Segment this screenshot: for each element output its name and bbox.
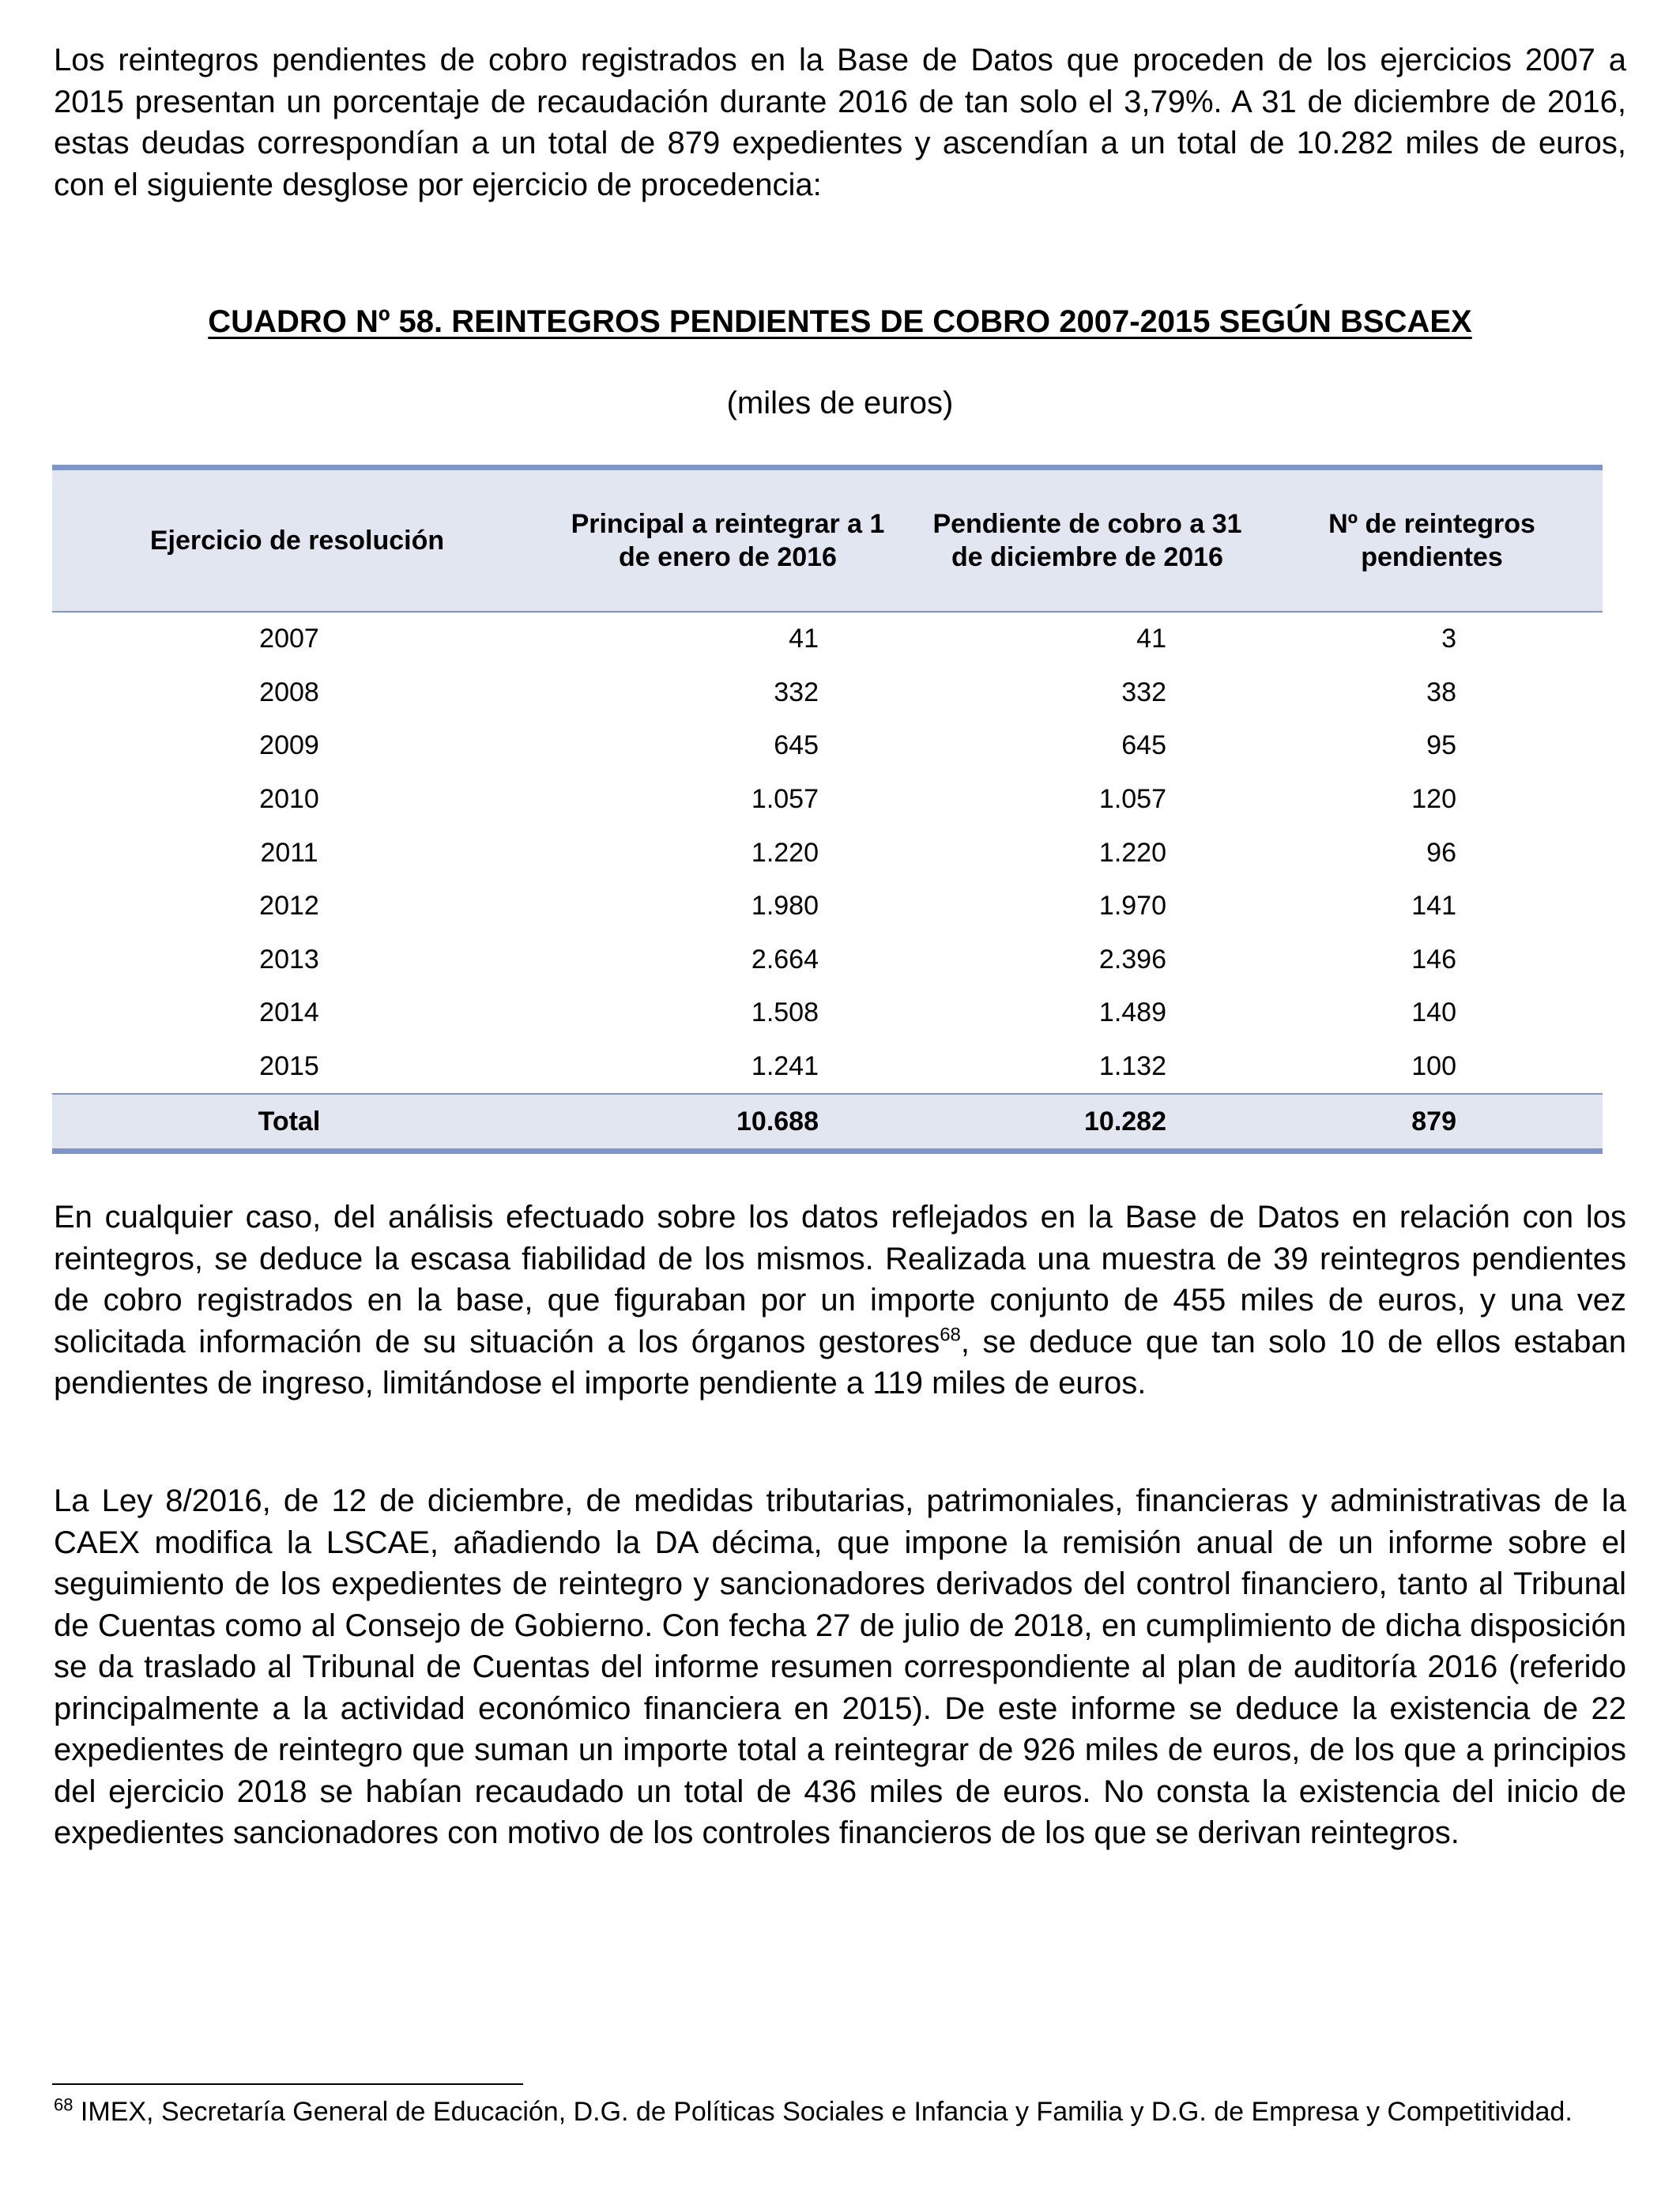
cell-pendiente: 645: [1121, 730, 1166, 761]
header-ejercicio: Ejercicio de resolución: [52, 468, 542, 613]
analysis-text-before: En cualquier caso, del análisis efectuado sobre los datos reflejados en la Base de Datos en relación con los reintegros, se deduce la escasa fiabilidad de los mismos. Realizada una muestra de 39 reintegros pendientes de cobro registrados en la base, que figuraban por un importe conjunto de 455 miles de euros, y una vez solicitada información de su situación a los órganos gestores: [54, 1200, 1626, 1359]
table-row: [52, 612, 1603, 666]
table-row: [52, 826, 1603, 880]
analysis-paragraph: [54, 1197, 1626, 1404]
cell-count: 38: [1426, 677, 1456, 707]
cell-year: 2011: [260, 837, 318, 868]
table-row: [52, 666, 1603, 720]
table-row: [52, 986, 1603, 1040]
cell-count: 95: [1426, 730, 1456, 761]
table-row: [52, 719, 1603, 773]
cell-count: 140: [1411, 997, 1456, 1028]
footnote-reference[interactable]: 68: [940, 1324, 961, 1346]
header-num-reintegros: Nº de reintegros pendientes: [1261, 468, 1603, 613]
cell-count: 141: [1411, 891, 1456, 922]
footnote-divider: [52, 2083, 523, 2085]
table-caption-text: CUADRO Nº 58. REINTEGROS PENDIENTES DE COBRO 2007-2015 SEGÚN BSCAEX: [208, 304, 1472, 339]
cell-count: 100: [1411, 1051, 1456, 1082]
cell-principal: 1.241: [751, 1051, 819, 1082]
table-row: [52, 880, 1603, 933]
cell-pendiente: 332: [1121, 677, 1166, 707]
reintegros-table: [52, 465, 1603, 1154]
table-row: [52, 1040, 1603, 1095]
cell-principal: 645: [774, 730, 819, 761]
cell-pendiente: 1.489: [1098, 997, 1166, 1028]
cell-year: 2009: [259, 730, 319, 761]
cell-year: 2007: [259, 624, 319, 654]
cell-year: 2013: [259, 944, 319, 974]
cell-pendiente: 1.132: [1098, 1051, 1166, 1082]
total-count: 879: [1261, 1094, 1603, 1152]
cell-count: 146: [1411, 944, 1456, 974]
cell-principal: 41: [789, 624, 819, 654]
intro-paragraph: Los reintegros pendientes de cobro registrados en la Base de Datos que proceden de los ejercicios 2007 a 2015 presentan un porcentaje de recaudación durante 2016 de tan solo el 3,79%. A 31 de diciembre de 2016, estas deudas correspondían a un total de 879 expedientes y ascendían a un total de 10.282 miles de euros, con el siguiente desglose por ejercicio de procedencia:: [54, 43, 1626, 202]
cell-principal: 1.220: [751, 837, 819, 868]
cell-count: 3: [1441, 624, 1456, 654]
table-caption: [0, 304, 1680, 340]
cell-pendiente: 2.396: [1098, 944, 1166, 974]
law-paragraph: La Ley 8/2016, de 12 de diciembre, de medidas tributarias, patrimoniales, financieras y administrativas de la CAEX modifica la LSCAE, añadiendo la DA décima, que impone la remisión anual de un informe sobre el seguimiento de los expedientes de reintegro y sancionadores derivados del control financiero, tanto al Tribunal de Cuentas como al Consejo de Gobierno. Con fecha 27 de julio de 2018, en cumplimiento de dicha disposición se da traslado al Tribunal de Cuentas del informe resumen correspondiente al plan de auditoría 2016 (referido principalmente a la actividad económico financiera en 2015). De este informe se deduce la existencia de 22 expedientes de reintegro que suman un importe total a reintegrar de 926 miles de euros, de los que a principios del ejercicio 2018 se habían recaudado un total de 436 miles de euros. No consta la existencia del inicio de expedientes sancionadores con motivo de los controles financieros de los que se derivan reintegros.: [54, 1483, 1626, 1850]
cell-principal: 1.508: [751, 997, 819, 1028]
table-header-row: [52, 468, 1603, 613]
table-units: (miles de euros): [726, 386, 954, 420]
table-total-row: [52, 1094, 1603, 1152]
cell-year: 2014: [259, 997, 319, 1028]
cell-year: 2015: [259, 1051, 319, 1082]
cell-pendiente: 41: [1136, 624, 1166, 654]
cell-pendiente: 1.220: [1098, 837, 1166, 868]
cell-principal: 332: [774, 677, 819, 707]
cell-year: 2010: [259, 784, 319, 815]
cell-principal: 1.980: [751, 891, 819, 922]
cell-year: 2008: [259, 677, 319, 707]
header-principal: Principal a reintegrar a 1 de enero de 2016: [542, 468, 913, 613]
table-row: [52, 773, 1603, 827]
analysis-text-after: , se deduce que tan solo 10 de ellos estaban pendientes de ingreso, limitándose el importe pendiente a 119 miles de euros.: [54, 1324, 1626, 1400]
header-pendiente: Pendiente de cobro a 31 de diciembre de 2016: [913, 468, 1261, 613]
cell-year: 2012: [259, 891, 319, 922]
footnote: [54, 2094, 1626, 2129]
cell-pendiente: 1.970: [1098, 891, 1166, 922]
total-label: Total: [52, 1094, 542, 1152]
cell-count: 96: [1426, 837, 1456, 868]
cell-principal: 1.057: [751, 784, 819, 815]
footnote-number: 68: [54, 2094, 73, 2115]
total-pendiente: 10.282: [913, 1094, 1261, 1152]
cell-principal: 2.664: [751, 944, 819, 974]
total-principal: 10.688: [542, 1094, 913, 1152]
cell-pendiente: 1.057: [1098, 784, 1166, 815]
cell-count: 120: [1411, 784, 1456, 815]
table-row: [52, 933, 1603, 987]
footnote-text: IMEX, Secretaría General de Educación, D.G. de Políticas Sociales e Infancia y Familia y D.G. de Empresa y Competitividad.: [73, 2097, 1573, 2127]
